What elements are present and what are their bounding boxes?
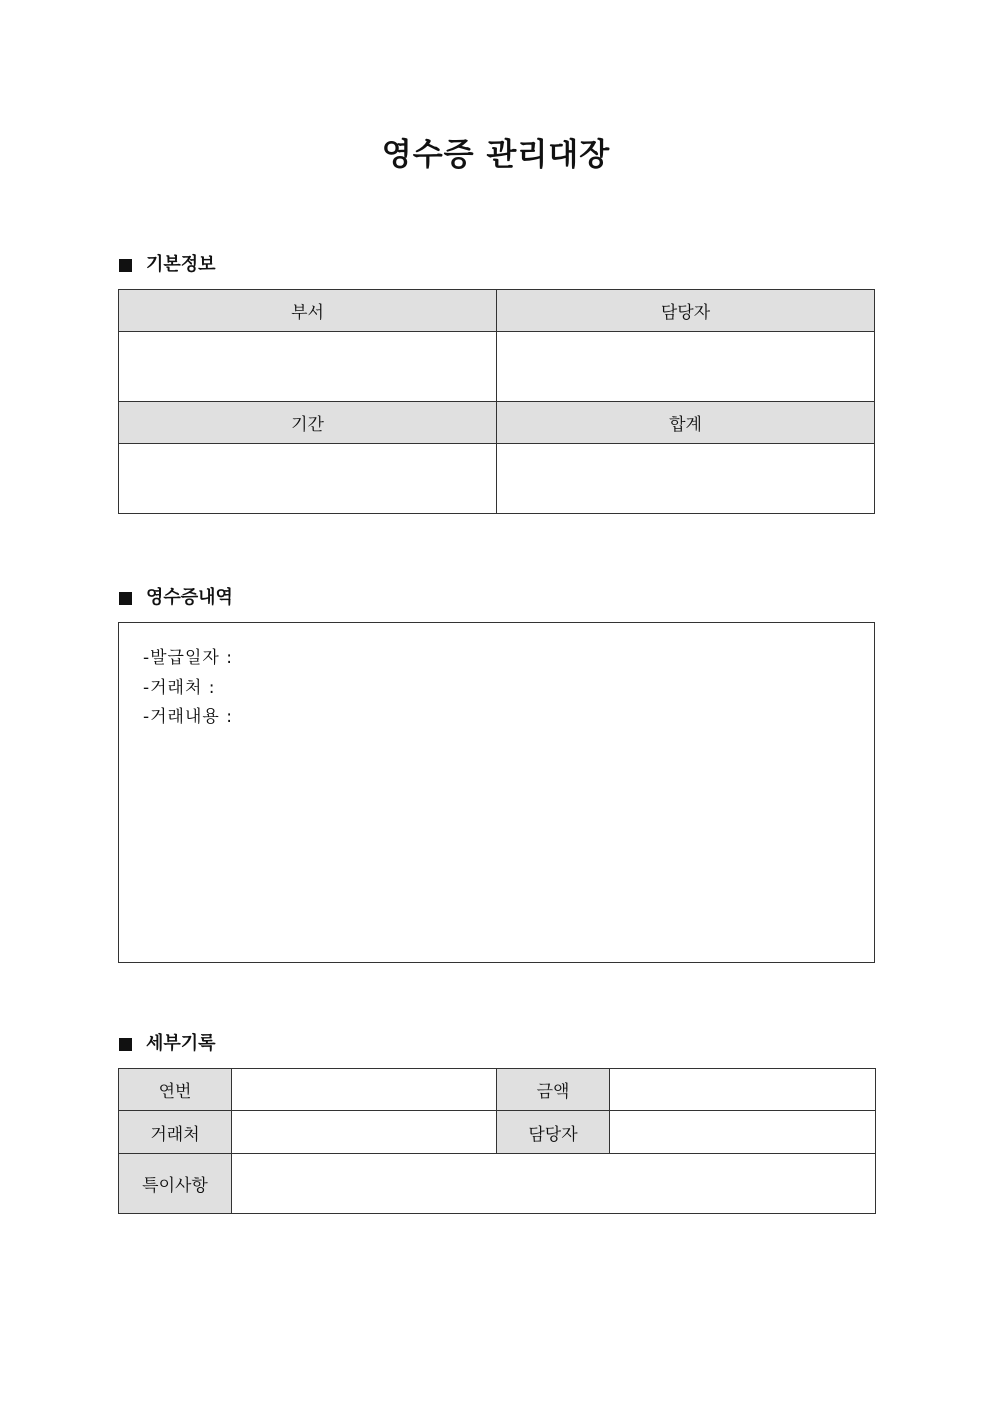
amount-field[interactable] <box>610 1069 876 1111</box>
section-receipt-heading <box>119 586 233 610</box>
total-field[interactable] <box>497 444 875 514</box>
basic-info-table <box>118 289 875 514</box>
section-detail-label: 세부기록 <box>146 1033 216 1054</box>
notes-label: 특이사항 <box>119 1154 232 1214</box>
square-bullet-icon <box>119 592 132 605</box>
manager-label: 담당자 <box>497 290 875 332</box>
vendor-line: -거래처 : <box>143 678 216 698</box>
receipt-details-box[interactable] <box>118 622 875 963</box>
transaction-content-line: -거래내용 : <box>143 707 233 727</box>
section-basic-info-label: 기본정보 <box>146 254 216 275</box>
period-field[interactable] <box>119 444 497 514</box>
amount-label: 금액 <box>497 1069 610 1111</box>
section-receipt-label: 영수증내역 <box>146 587 233 608</box>
detail-manager-field[interactable] <box>610 1111 876 1154</box>
vendor-label: 거래처 <box>119 1111 232 1154</box>
detail-record-table <box>118 1068 876 1214</box>
square-bullet-icon <box>119 259 132 272</box>
serial-field[interactable] <box>232 1069 497 1111</box>
square-bullet-icon <box>119 1038 132 1051</box>
section-detail-heading <box>119 1032 216 1056</box>
total-label: 합계 <box>497 402 875 444</box>
dept-field[interactable] <box>119 332 497 402</box>
manager-field[interactable] <box>497 332 875 402</box>
serial-label: 연번 <box>119 1069 232 1111</box>
detail-manager-label: 담당자 <box>497 1111 610 1154</box>
vendor-field[interactable] <box>232 1111 497 1154</box>
issue-date-line: -발급일자 : <box>143 648 233 668</box>
section-basic-info-heading <box>119 253 216 277</box>
page-title: 영수증 관리대장 <box>381 137 611 173</box>
notes-field[interactable] <box>232 1154 876 1214</box>
period-label: 기간 <box>119 402 497 444</box>
dept-label: 부서 <box>119 290 497 332</box>
